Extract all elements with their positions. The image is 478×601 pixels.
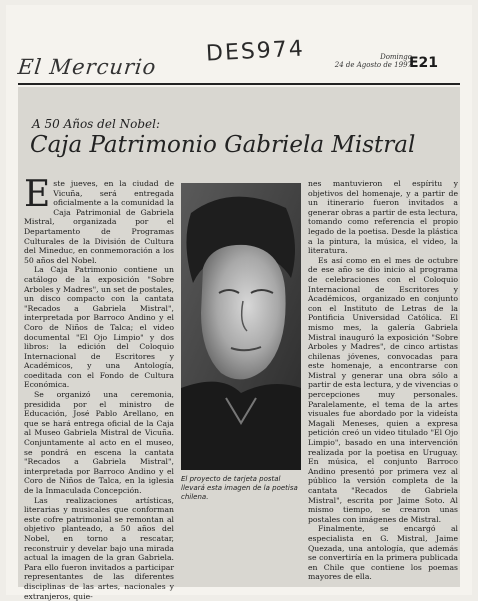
column-3-paragraph: nes mantuvieron el espíritu y objetivos del homenaje, y a partir de un itinerario fueron invitados a generar obras a partir de esta lectura, tomando como referencia el propio legado de la poetisa. Desde la plástica a la pintura, la música, el video, la literatura.	[308, 179, 458, 256]
header-rule	[18, 83, 460, 85]
article-column-3	[308, 179, 458, 582]
column-1-paragraph: Se organizó una ceremonia, presidida por el ministro de Educación, José Pablo Arellano, en que se hará entrega oficial de la Caja al Museo Gabriela Mistral de Vicuña. Conjuntamente al acto en el museo, se pondrá en escena la cantata "Recados a Gabriela Mistral", interpretada por Barroco Andino y el Coro de Niños de Talca, en la iglesia de la Inmaculada Concepción.	[24, 390, 174, 495]
column-1-paragraph: Las realizaciones artísticas, literarias y musicales que conforman este cofre patrimonial se remontan al objetivo planteado, a 50 años del Nobel, en torno a rescatar, reconstruir y develar bajo una mirada actual la imagen de la gran Gabriela. Para ello fueron invitados a participar representantes de las diferentes disciplinas de las artes, nacionales y extranjeros, quie-	[24, 495, 174, 601]
page-number: E21	[408, 55, 438, 71]
article-kicker: A 50 Años del Nobel:	[32, 117, 160, 131]
dateline	[335, 53, 412, 69]
drop-cap: E	[24, 174, 51, 215]
article-headline: Caja Patrimonio Gabriela Mistral	[30, 132, 416, 158]
article	[18, 87, 460, 601]
column-3-paragraph: Es así como en el mes de octubre de ese año se dio inicio al programa de celebraciones con el Coloquio Internacional de Escritores y Académicos, organizado en conjunto con el Instituto de Letras de la Pontificia Universidad Católica. El mismo mes, la galería Gabriela Mistral inauguró la exposición "Sobre Arboles y Madres", de cinco artistas chilenas jóvenes, convocadas para este homenaje, a encontrarse con Mistral y generar una obra sólo a partir de esta lectura, y de vivencias o percepciones muy personales. Paralelamente, el tema de la artes visuales fue abordado por la videísta Magali Meneses, quien a expresa petición creó un video titulado "El Ojo Limpio", basado en una intervención realizada por la poetisa en Uruguay. En música, el conjunto Barroco Andino presentó por primera vez al público la versión completa de la cantata "Recados de Gabriela Mistral", escrita por Jaime Soto. Al mismo tiempo, se crearon unas postales con imágenes de Mistral.	[308, 255, 458, 524]
newspaper-masthead: El Mercurio	[16, 55, 158, 79]
article-column-1	[24, 174, 174, 601]
dateline-day: Domingo	[380, 53, 412, 61]
column-1-paragraph: La Caja Patrimonio contiene un catálogo de la exposición "Sobre Arboles y Madres", un set de postales, un disco compacto con la cantata "Recados a Gabriela Mistral", interpretada por Barroco Andino y el Coro de Niños de Talca; el video documental "El Ojo Limpio" y dos libros: la edición del Coloquio Internacional de Escritores y Académicos, y una Antología, coeditada con el Fondo de Cultura Económica.	[24, 265, 174, 390]
portrait-photo	[181, 183, 301, 470]
column-3-paragraph: Finalmente, se encargó al especialista en G. Mistral, Jaime Quezada, una antología, que además se convertiría en la primera publicada en Chile que contiene los poemas mayores de ella.	[308, 524, 458, 582]
dateline-date: 24 de Agosto de 1997	[334, 61, 412, 69]
handwritten-catalog-note: DES974	[205, 36, 306, 67]
column-1-paragraph: ste jueves, en la ciudad de Vicuña, será entregada oficialmente a la comunidad la Caja Patrimonial de Gabriela Mistral, organizada por el Departamento de Programas Culturales de la División de Cultura del Mineduc, en conmemoración a los 50 años del Nobel.	[24, 179, 174, 265]
portrait-image	[181, 183, 301, 470]
newspaper-page	[6, 5, 472, 601]
photo-caption: El proyecto de tarjeta postal llevará esta imagen de la poetisa chilena.	[181, 475, 298, 501]
